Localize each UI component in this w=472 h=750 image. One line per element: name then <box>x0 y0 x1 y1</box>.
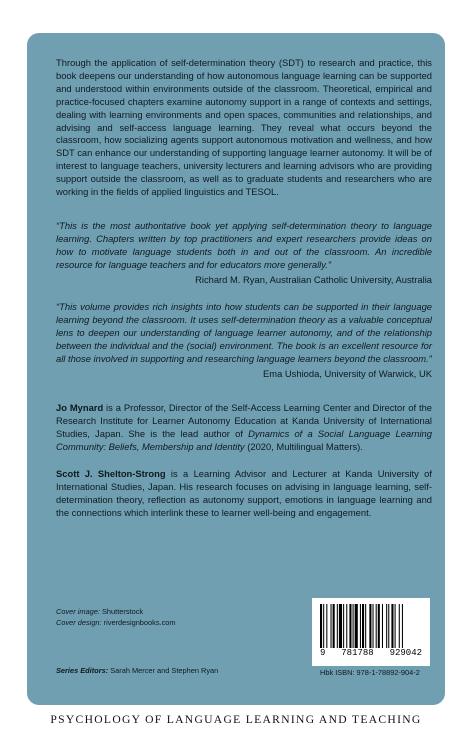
barcode-bar <box>339 604 342 648</box>
cover-design-value: riverdesignbooks.com <box>101 618 176 627</box>
barcode-bar <box>399 604 400 648</box>
barcode-bar <box>360 604 361 648</box>
barcode-bar <box>346 604 347 648</box>
author-bio-1-text: is a Professor, Director of the Self-Access Learning Center and Director of the Research Institute for Learner Autonomy Education at Kanda University of International Studies, Japan. She is the lead author of <box>56 402 432 439</box>
endorsement-attribution-2: Ema Ushioda, University of Warwick, UK <box>263 368 432 379</box>
isbn-barcode <box>312 598 430 666</box>
barcode-bar <box>365 604 366 648</box>
barcode-bar <box>337 604 338 648</box>
author-name-1: Jo Mynard <box>56 402 104 413</box>
cover-image-label: Cover image: <box>56 607 100 616</box>
barcode-bar <box>333 604 335 648</box>
author-bio-1 <box>56 402 432 454</box>
barcode-bar <box>386 604 387 648</box>
barcode-bar <box>362 604 364 648</box>
barcode-bar <box>395 604 396 648</box>
barcode-bars <box>320 604 422 648</box>
author-bio-2-text: is a Learning Advisor and Lecturer at Kanda University of International Studies, Japan. His research focuses on advising in language learning, self-determination theory, reflection as autonomy support, emotions in language learning and the connections which interlink these to learner well-being and engagement. <box>56 468 432 518</box>
barcode-bar <box>378 604 380 648</box>
barcode-bar <box>376 604 377 648</box>
isbn-number: Hbk ISBN: 978-1-78892-904-2 <box>320 668 420 677</box>
barcode-bar <box>320 604 322 648</box>
author-name-2: Scott J. Shelton-Strong <box>56 468 166 479</box>
barcode-bar <box>353 604 354 648</box>
endorsement-quote-1: “This is the most authoritative book yet applying self-determination theory to language learning. Chapters written by top practitioners and expert researchers provide ideas on how to motivate language students both in and out of the classroom. An incredible resource for language teachers and for educators more generally.” <box>56 220 432 270</box>
barcode-bar <box>355 604 358 648</box>
barcode-bar <box>323 604 324 648</box>
barcode-digits <box>312 648 430 658</box>
endorsement-attribution-1: Richard M. Ryan, Australian Catholic University, Australia <box>195 274 432 285</box>
barcode-digit-group: 9 <box>319 648 326 658</box>
book-blurb: Through the application of self-determination theory (SDT) to research and practice, this book deepens our understanding of how autonomous language learning can be supported and understood within environments outside of the classroom. Theoretical, empirical and practice-focused chapters examine autonomy support in a range of contexts and settings, dealing with learning environments and open spaces, communities and relationships, and advising and self-access language learning. They reveal what occurs beyond the classroom, how socializing agents support autonomous motivation and wellness, and how SDT can enhance our understanding of supporting language learner autonomy. It will be of interest to language teachers, university lecturers and learning advisors who are providing support outside the classroom, as well as to graduate students and researchers who are working in the fields of applied linguistics and TESOL. <box>56 57 432 198</box>
barcode-bar <box>402 604 403 648</box>
endorsement-quote-2: “This volume provides rich insights into how students can be supported in their language learning beyond the classroom. It uses self-determination theory as a valuable conceptual lens to deepen our understanding of language learner autonomy, and of the relationship between the individual and the (social) environment. The book is an excellent resource for all those involved in supporting and researching language learners beyond the classroom.” <box>56 301 432 364</box>
barcode-bar <box>382 604 383 648</box>
author-bio-2 <box>56 468 432 520</box>
cover-credits <box>56 606 176 628</box>
series-title: PSYCHOLOGY OF LANGUAGE LEARNING AND TEACHING <box>50 713 422 726</box>
cover-design-label: Cover design: <box>56 618 102 627</box>
barcode-bar <box>388 604 389 648</box>
author-bio-1-book-title: Dynamics of a Social Language Learning Community: Beliefs, Membership and Identity <box>56 427 432 452</box>
barcode-digit-group: 929042 <box>389 648 423 658</box>
barcode-bar <box>349 604 351 648</box>
barcode-bar <box>369 604 371 648</box>
series-editors <box>56 666 218 675</box>
barcode-bar <box>331 604 332 648</box>
series-editors-label: Series Editors: <box>56 666 109 675</box>
barcode-bar <box>343 604 344 648</box>
author-bio-1-text-end: (2020, Multilingual Matters). <box>244 440 363 452</box>
barcode-bar <box>326 604 327 648</box>
series-editors-value: Sarah Mercer and Stephen Ryan <box>108 666 219 675</box>
barcode-bar <box>391 604 393 648</box>
barcode-digit-group: 781788 <box>341 648 374 658</box>
barcode-bar <box>373 604 374 648</box>
cover-image-value: Shutterstock <box>99 607 144 616</box>
